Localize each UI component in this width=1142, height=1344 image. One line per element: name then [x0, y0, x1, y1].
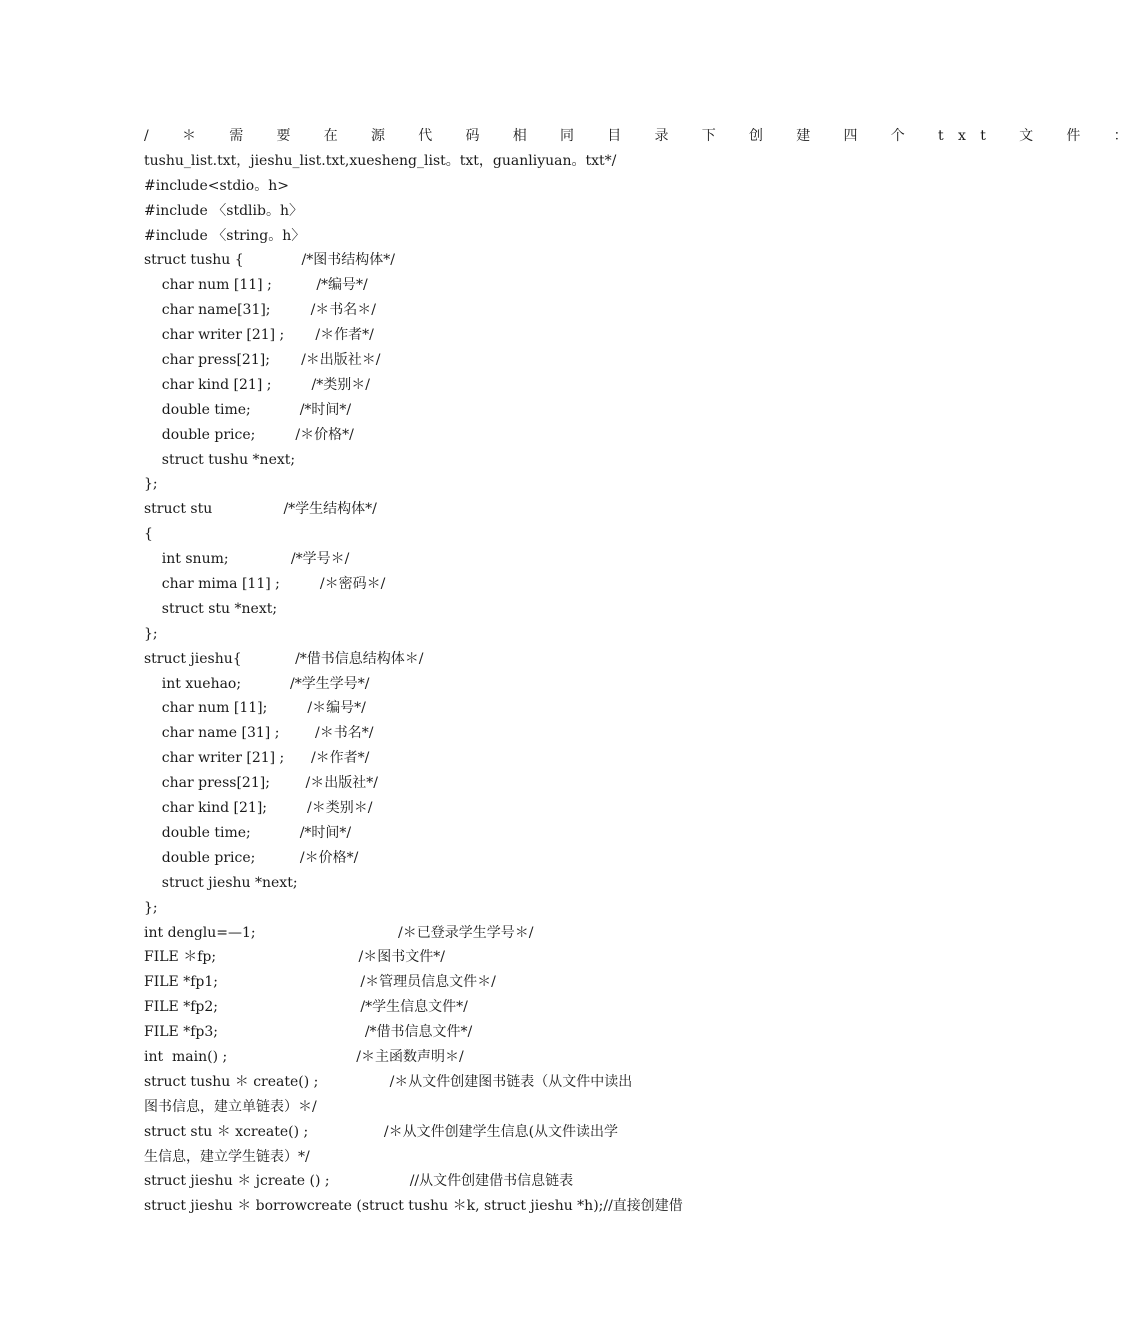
code-line: char press[21]; /＊出版社*/ [144, 775, 378, 792]
code-line: double price; /＊价格*/ [144, 849, 359, 866]
code-line: }; [144, 476, 158, 493]
code-line: 图书信息，建立单链表）＊/ [144, 1098, 317, 1115]
code-line: char writer [21] ; /＊作者*/ [144, 750, 370, 767]
code-line: #include 〈string。h〉 [144, 227, 306, 244]
code-line: struct stu ＊ xcreate() ; /＊从文件创建学生信息(从文件读出学 [144, 1123, 619, 1140]
code-line: struct tushu *next; [144, 451, 296, 468]
code-line: FILE ＊fp; /＊图书文件*/ [144, 949, 445, 966]
code-line: char num [11] ; /*编号*/ [144, 277, 368, 294]
code-line: int xuehao; /*学生学号*/ [144, 675, 370, 692]
code-line: char name [31] ; /＊书名*/ [144, 725, 374, 742]
code-line: struct tushu { /*图书结构体*/ [144, 252, 395, 269]
code-line: }; [144, 625, 158, 642]
code-line: char kind [21] ; /*类别＊/ [144, 376, 370, 393]
code-line: FILE *fp3; /*借书信息文件*/ [144, 1024, 473, 1041]
code-line: struct stu *next; [144, 600, 278, 617]
code-line: struct jieshu{ /*借书信息结构体＊/ [144, 650, 424, 667]
code-line: char name[31]; /＊书名＊/ [144, 302, 377, 319]
code-line: FILE *fp2; /*学生信息文件*/ [144, 999, 468, 1016]
code-line: struct tushu ＊ create() ; /＊从文件创建图书链表（从文件中读出 [144, 1073, 633, 1090]
code-line: struct jieshu ＊ borrowcreate (struct tushu ＊k, struct jieshu *h);//直接创建借 [144, 1198, 683, 1215]
code-line: double time; /*时间*/ [144, 824, 352, 841]
code-line: struct stu /*学生结构体*/ [144, 501, 377, 518]
code-line: double price; /＊价格*/ [144, 426, 354, 443]
code-line: 生信息，建立学生链表）*/ [144, 1148, 310, 1165]
code-line: double time; /*时间*/ [144, 401, 352, 418]
code-line: char num [11]; /＊编号*/ [144, 700, 366, 717]
code-line: int snum; /*学号＊/ [144, 551, 350, 568]
code-listing [144, 124, 1142, 1219]
code-line: { [144, 526, 153, 543]
code-line: #include<stdio。h> [144, 177, 289, 194]
code-line: char kind [21]; /＊类别＊/ [144, 800, 373, 817]
code-line: struct jieshu *next; [144, 874, 298, 891]
code-line: tushu_list.txt，jieshu_list.txt,xuesheng_list。txt，guanliyuan。txt*/ [144, 152, 617, 169]
code-line: struct jieshu ＊ jcreate () ; //从文件创建借书信息链表 [144, 1173, 574, 1190]
code-line: #include 〈stdlib。h〉 [144, 202, 303, 219]
code-line: char press[21]; /＊出版社＊/ [144, 352, 381, 369]
code-line: char writer [21] ; /＊作者*/ [144, 327, 374, 344]
code-line: int denglu=—1; /＊已登录学生学号＊/ [144, 924, 534, 941]
code-line: }; [144, 899, 158, 916]
code-line: / ＊ 需 要 在 源 代 码 相 同 目 录 下 创 建 四 个 txt 文 件 ： [144, 128, 1142, 144]
code-line: char mima [11] ; /＊密码＊/ [144, 576, 386, 593]
code-line: FILE *fp1; /＊管理员信息文件＊/ [144, 974, 496, 991]
code-line: int main() ; /＊主函数声明＊/ [144, 1048, 464, 1065]
